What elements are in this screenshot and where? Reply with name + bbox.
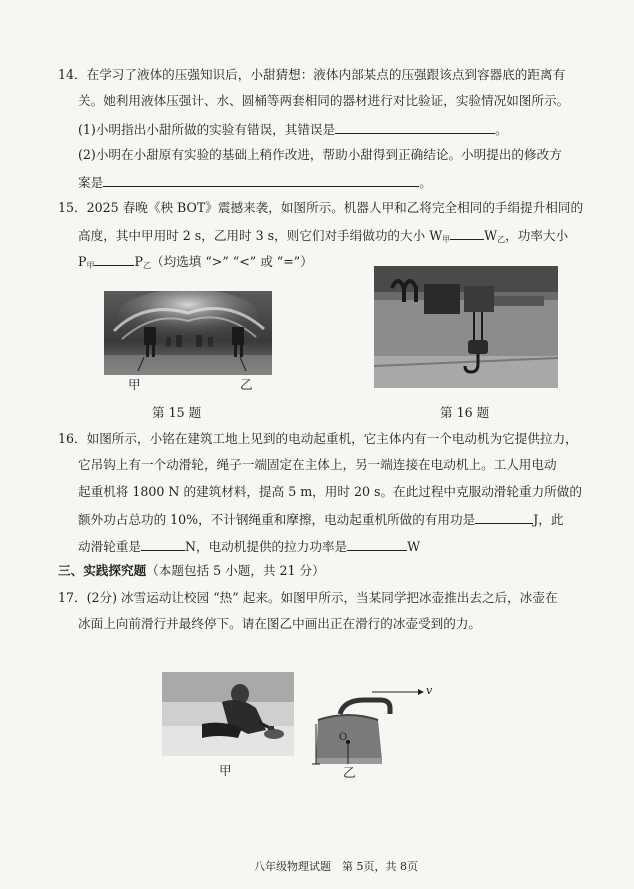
q15-line1: 15．2025 春晚《秧 BOT》震撼来袭，如图所示。机器人甲和乙将完全相同的手绢提升相同的 [58, 200, 584, 215]
q14-sub1-answer-blank[interactable] [335, 119, 495, 134]
p-yi-subscript: 乙 [142, 261, 151, 270]
q16-power-blank[interactable] [347, 536, 407, 551]
q17-label-yi: 乙 [343, 765, 356, 780]
q14-line1: 14．在学习了液体的压强知识后，小甜猜想：液体内部某点的压强跟该点到容器底的距离有 [58, 67, 566, 82]
q14-sub2-line1: (2)小明在小甜原有实验的基础上稍作改进，帮助小甜得到正确结论。小明提出的修改方 [78, 147, 562, 162]
q17-line1: 17．(2分) 冰雪运动让校园 “热” 起来。如图甲所示，当某同学把冰壶推出去之后，冰壶在 [58, 590, 558, 605]
q15-line2-text: 高度，其中甲用时 2 s，乙用时 3 s，则它们对手绢做功的大小 W [78, 228, 443, 243]
q15-label-yi: 乙 [240, 377, 253, 392]
q14-sub2-line2 [78, 172, 432, 192]
q16-line4-tail: J，此 [533, 512, 564, 527]
q14-line2: 关。她利用液体压强计、水、圆桶等两套相同的器材进行对比验证，实验情况如图所示。 [78, 93, 570, 108]
q16-caption: 第 16 题 [440, 405, 490, 420]
q16-line1: 16．如图所示，小铭在建筑工地上见到的电动起重机，它主体内有一个电动机为它提供拉力， [58, 431, 578, 446]
q15-work-blank[interactable] [450, 225, 484, 240]
page-footer: 八年级物理试题 第 5页，共 8页 [254, 860, 418, 873]
p-jia-subscript: 甲 [86, 261, 95, 270]
section3-note: （本题包括 5 小题，共 21 分） [146, 563, 325, 578]
q16-line4 [78, 509, 563, 529]
q15-caption: 第 15 题 [152, 405, 202, 420]
q14-sub1 [78, 119, 508, 139]
q16-line2: 它吊钩上有一个动滑轮，绳子一端固定在主体上，另一端连接在电动机上。工人用电动 [78, 457, 557, 472]
figure-17-jia-curling-photo [162, 672, 294, 756]
q14-sub1-prefix: (1)小明指出小甜所做的实验有错误，其错误是 [78, 122, 336, 137]
q17-label-jia: 甲 [219, 763, 232, 778]
w-yi-symbol: W [484, 228, 498, 243]
q15-line2-tail: ，功率大小 [505, 228, 569, 243]
figure-15-robots-photo [104, 291, 272, 375]
q16-line5 [78, 536, 420, 556]
q14-sub1-suffix: 。 [495, 122, 508, 137]
q15-line3 [78, 251, 313, 275]
figure-16-crane-photo [374, 266, 558, 388]
q16-line5-tail: W [407, 539, 421, 554]
q15-line3-tail: （均选填 “>” “<” 或 “=”） [150, 254, 313, 269]
q15-line2 [78, 225, 568, 249]
q15-label-jia: 甲 [128, 377, 141, 392]
stone-handle [340, 700, 390, 714]
center-label: O [339, 732, 348, 743]
q16-line5-mid: N，电动机提供的拉力功率是 [184, 539, 348, 554]
velocity-label: v [426, 684, 433, 697]
w-jia-subscript: 甲 [442, 235, 451, 244]
q14-sub2-answer-blank[interactable] [103, 172, 419, 187]
p-yi-symbol: P [134, 254, 143, 269]
w-yi-subscript: 乙 [497, 235, 506, 244]
q16-line3: 起重机将 1800 N 的建筑材料，提高 5 m，用时 20 s。在此过程中克服动滑轮重力所做的 [78, 484, 582, 499]
q15-power-blank[interactable] [94, 251, 134, 266]
figure-17-yi-stone-diagram [300, 680, 440, 772]
velocity-arrowhead [418, 689, 424, 695]
p-jia-symbol: P [78, 254, 87, 269]
q17-line2: 冰面上向前滑行并最终停下。请在图乙中画出正在滑行的冰壶受到的力。 [78, 616, 481, 631]
q16-line5-text: 动滑轮重是 [78, 539, 141, 554]
q16-line4-text: 额外功占总功的 10%，不计钢绳重和摩擦，电动起重机所做的有用功是 [78, 512, 476, 527]
section3-title: 三、实践探究题 [58, 563, 147, 578]
q16-pulley-weight-blank[interactable] [141, 536, 185, 551]
q16-useful-work-blank[interactable] [475, 509, 533, 524]
q14-sub2-suffix: 。 [419, 175, 432, 190]
section3-heading [58, 562, 325, 580]
q14-sub2-prefix: 案是 [78, 175, 104, 190]
stone-body [316, 715, 382, 764]
